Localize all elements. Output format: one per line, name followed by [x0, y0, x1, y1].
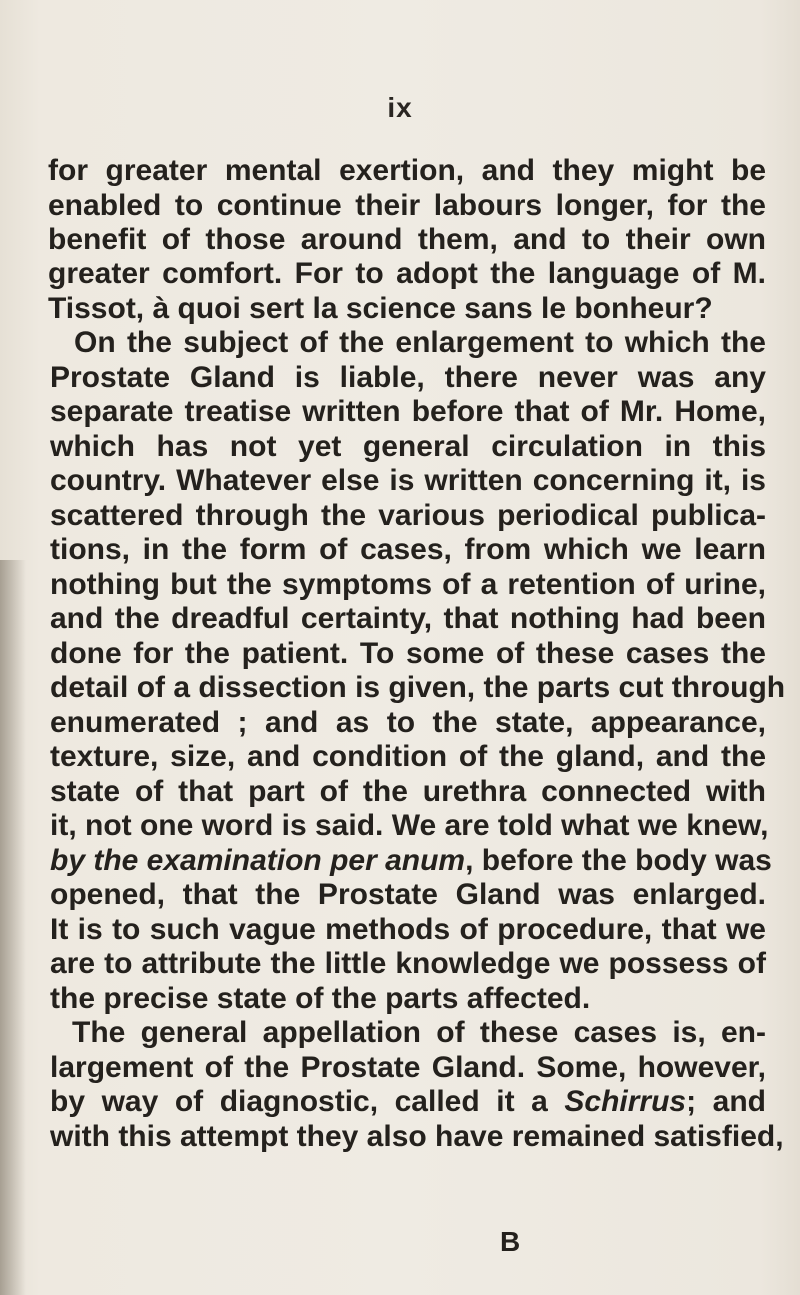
text-line: done for the patient. To some of these cases the: [50, 637, 766, 670]
text-line: country. Whatever else is written concerning it, is: [50, 464, 766, 497]
text-line: for greater mental exertion, and they might be: [48, 154, 766, 187]
text-line: with this attempt they also have remained satisfied,: [50, 1120, 784, 1153]
text-line-italic-mixed: [50, 844, 772, 878]
text-line: opened, that the Prostate Gland was enlarged.: [50, 878, 766, 911]
text-line: largement of the Prostate Gland. Some, however,: [50, 1051, 766, 1084]
text-line: scattered through the various periodical publica-: [50, 499, 766, 532]
text-line: detail of a dissection is given, the parts cut through: [50, 671, 786, 704]
page-number: ix: [387, 92, 413, 123]
text-line: On the subject of the enlargement to which the: [74, 326, 766, 359]
text-line: by way of diagnostic, called it a Schirrus; and: [50, 1085, 766, 1118]
text-line: nothing but the symptoms of a retention of urine,: [50, 568, 766, 601]
text-line: are to attribute the little knowledge we possess of: [50, 947, 766, 980]
text-line: it, not one word is said. We are told what we knew,: [50, 809, 769, 842]
text-line: The general appellation of these cases is, en-: [72, 1016, 766, 1049]
text-line: and the dreadful certainty, that nothing had been: [50, 602, 766, 635]
text-line: It is to such vague methods of procedure, that we: [50, 913, 766, 946]
text-line-italic-mixed-2: [50, 1085, 766, 1119]
text-line: the precise state of the parts affected.: [50, 982, 591, 1015]
signature-mark: B: [500, 1226, 521, 1257]
text-line: state of that part of the urethra connected with: [50, 775, 766, 808]
text-line: which has not yet general circulation in this: [50, 430, 766, 463]
text-line: by the examination per anum, before the body was: [50, 844, 772, 877]
text-line: benefit of those around them, and to their own: [48, 223, 766, 256]
text-line: enumerated ; and as to the state, appearance,: [50, 706, 766, 739]
text-line: enabled to continue their labours longer, for the: [48, 189, 766, 222]
text-line: tions, in the form of cases, from which we learn: [50, 533, 766, 566]
text-line: Prostate Gland is liable, there never was any: [50, 361, 766, 394]
page-edge-shadow: [0, 560, 26, 1295]
text-line: greater comfort. For to adopt the language of M.: [48, 257, 766, 290]
text-line: texture, size, and condition of the gland, and the: [50, 740, 766, 773]
text-line: separate treatise written before that of Mr. Home,: [50, 395, 766, 428]
text-line: Tissot, à quoi sert la science sans le bonheur?: [48, 292, 713, 325]
